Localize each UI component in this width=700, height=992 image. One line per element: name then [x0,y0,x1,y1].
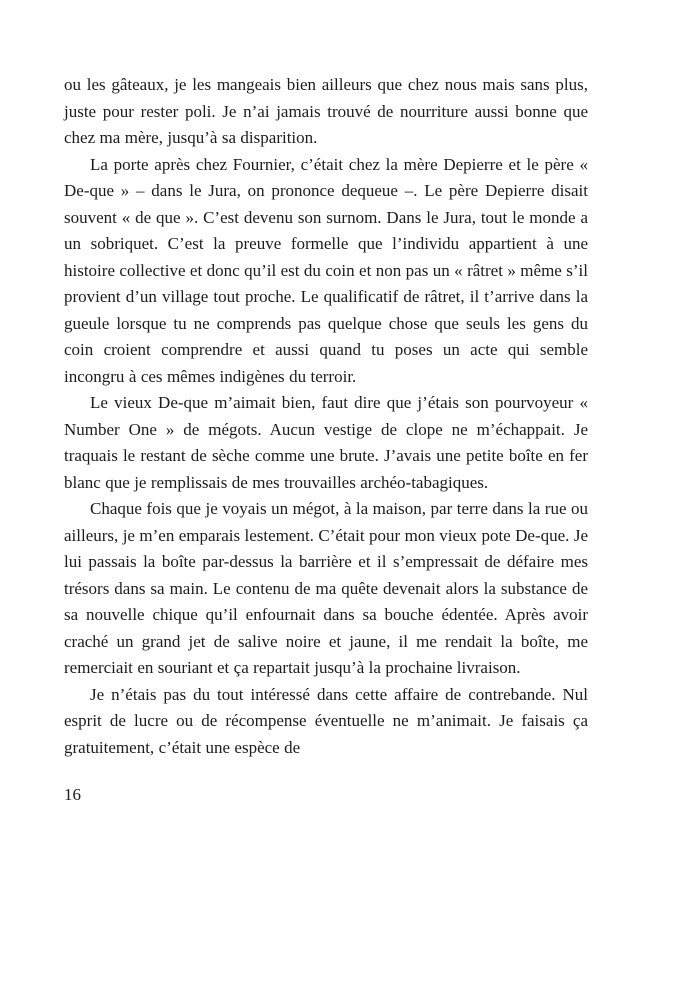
paragraph: Le vieux De-que m’aimait bien, faut dire que j’étais son pourvoyeur « Number One » de mégots. Aucun vestige de clope ne m’échappait. Je traquais le restant de sèche comme une brute. J’avais une petite boîte en fer blanc que je remplissais de mes trouvailles archéo-tabagiques. [64,393,588,492]
book-page [64,0,588,809]
paragraph: Je n’étais pas du tout intéressé dans cette affaire de contrebande. Nul esprit de lucre ou de récompense éventuelle ne m’animait. Je faisais ça gratuitement, c’était une espèce de [64,684,588,757]
paragraph: Chaque fois que je voyais un mégot, à la maison, par terre dans la rue ou ailleurs, je m’en emparais lestement. C’était pour mon vieux pote De-que. Je lui passais la boîte par-dessus la barrière et il s’empressait de défaire mes trésors dans sa main. Le contenu de ma quête devenait alors la substance de sa nouvelle chique qu’il enfournait dans sa bouche édentée. Après avoir craché un grand jet de salive noire et jaune, il me rendait la boîte, me remerciait en souriant et ça repartait jusqu’à la prochaine livraison. [64,499,588,677]
paragraph: ou les gâteaux, je les mangeais bien ailleurs que chez nous mais sans plus, juste pour rester poli. Je n’ai jamais trouvé de nourriture aussi bonne que chez ma mère, jusqu’à sa disparition. [64,75,588,147]
page-text [64,72,588,761]
paragraph: La porte après chez Fournier, c’était chez la mère Depierre et le père « De-que » – dans le Jura, on prononce dequeue –. Le père Depierre disait souvent « de que ». C’est devenu son surnom. Dans le Jura, tout le monde a un sobriquet. C’est la preuve formelle que l’individu appartient à une histoire collective et donc qu’il est du coin et non pas un « râtret » même s’il provient d’un village tout proche. Le qualificatif de râtret, il t’arrive dans la gueule lorsque tu ne comprends pas quelque chose que seuls les gens du coin croient comprendre et aussi quand tu poses un acte qui semble incongru à ces mêmes indigènes du terroir. [64,154,588,386]
page-number: 16 [64,785,81,804]
